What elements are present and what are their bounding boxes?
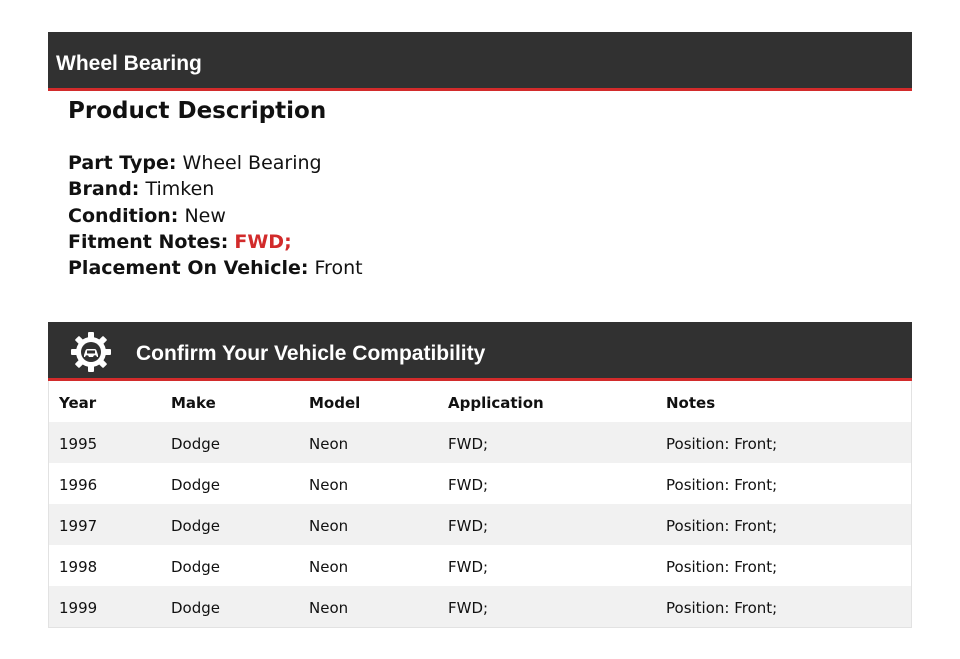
cell-notes: Position: Front; xyxy=(666,599,778,617)
column-header-make: Make xyxy=(171,394,216,412)
column-header-application: Application xyxy=(448,394,544,412)
cell-model: Neon xyxy=(309,517,349,535)
cell-model: Neon xyxy=(309,558,349,576)
column-header-notes: Notes xyxy=(666,394,716,412)
cell-application: FWD; xyxy=(448,517,489,535)
gear-car-icon xyxy=(70,331,112,373)
cell-notes: Position: Front; xyxy=(666,476,778,494)
spec-key: Condition: xyxy=(68,204,179,227)
spec-key: Placement On Vehicle: xyxy=(68,257,309,280)
spec-value: Wheel Bearing xyxy=(182,152,322,174)
cell-year: 1995 xyxy=(59,435,98,453)
cell-make: Dodge xyxy=(171,435,220,453)
spec-row-fitment-notes xyxy=(68,229,363,255)
column-header-year: Year xyxy=(59,394,97,412)
table-header-row xyxy=(49,381,911,422)
spec-row-part-type xyxy=(68,150,363,176)
spec-list xyxy=(68,150,363,281)
column-header-model: Model xyxy=(309,394,361,412)
spec-value: Front xyxy=(314,257,363,280)
spec-row-brand xyxy=(68,176,363,202)
cell-make: Dodge xyxy=(171,517,220,535)
product-description-title: Product Description xyxy=(68,98,327,124)
spec-row-condition xyxy=(68,203,363,229)
table-row xyxy=(49,463,911,504)
table-row xyxy=(49,504,911,545)
cell-application: FWD; xyxy=(448,599,489,617)
spec-value-highlight: FWD; xyxy=(234,230,292,253)
product-header-bar xyxy=(48,32,912,91)
compatibility-header-title: Confirm Your Vehicle Compatibility xyxy=(136,342,486,365)
table-row xyxy=(49,422,911,463)
cell-model: Neon xyxy=(309,476,349,494)
compatibility-table xyxy=(48,381,912,628)
cell-model: Neon xyxy=(309,435,349,453)
spec-key: Part Type: xyxy=(68,152,177,174)
table-row xyxy=(49,586,911,627)
cell-application: FWD; xyxy=(448,558,489,576)
cell-year: 1998 xyxy=(59,558,98,576)
cell-year: 1996 xyxy=(59,476,98,494)
cell-application: FWD; xyxy=(448,476,489,494)
cell-make: Dodge xyxy=(171,558,220,576)
cell-make: Dodge xyxy=(171,476,220,494)
cell-make: Dodge xyxy=(171,599,220,617)
product-header-title: Wheel Bearing xyxy=(56,52,202,75)
spec-value: Timken xyxy=(145,178,215,201)
compatibility-header-bar xyxy=(48,322,912,381)
cell-notes: Position: Front; xyxy=(666,517,778,535)
spec-key: Fitment Notes: xyxy=(68,230,229,253)
cell-application: FWD; xyxy=(448,435,489,453)
table-row xyxy=(49,545,911,586)
spec-value: New xyxy=(184,204,226,227)
spec-row-placement xyxy=(68,255,363,281)
spec-key: Brand: xyxy=(68,178,140,201)
cell-notes: Position: Front; xyxy=(666,435,778,453)
cell-notes: Position: Front; xyxy=(666,558,778,576)
cell-model: Neon xyxy=(309,599,349,617)
cell-year: 1999 xyxy=(59,599,98,617)
cell-year: 1997 xyxy=(59,517,98,535)
